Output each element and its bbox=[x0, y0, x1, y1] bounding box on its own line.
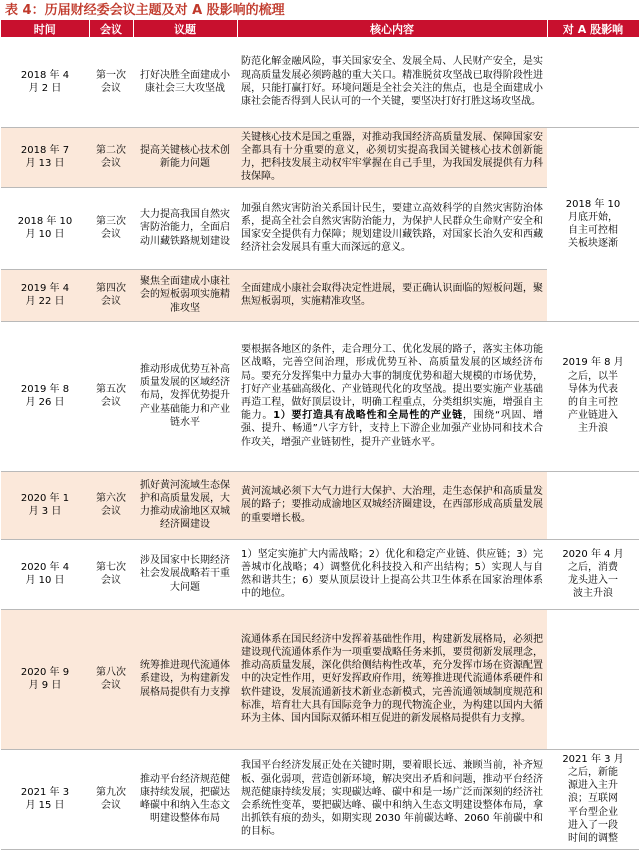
row-meeting: 第四次 会议 bbox=[89, 269, 133, 321]
row-date: 2018 年 4 月 2 日 bbox=[1, 37, 89, 127]
row-topic: 大力提高我国自然灾害防治能力，全面启动川藏铁路规划建设 bbox=[133, 187, 237, 269]
impact-empty bbox=[547, 471, 639, 539]
table-row bbox=[1, 471, 639, 539]
row-date: 2018 年 10 月 10 日 bbox=[1, 187, 89, 269]
row-content: 1）坚定实施扩大内需战略；2）优化和稳定产业链、供应链；3）完善城市化战略；4）调整优化科技投入和产出结构；5）实现人与自然和谐共生；6）要从顶层设计上提高公共卫生体系在国家治理体系中的地位。 bbox=[237, 539, 547, 609]
row-topic: 提高关键核心技术创新能力问题 bbox=[133, 127, 237, 187]
header-content: 核心内容 bbox=[237, 20, 547, 37]
table-row bbox=[1, 609, 639, 749]
row-date: 2020 年 4 月 10 日 bbox=[1, 539, 89, 609]
row-topic: 统筹推进现代流通体系建设，为构建新发展格局提供有力支撑 bbox=[133, 609, 237, 749]
table-title: 表 4：历届财经委会议主题及对 A 股影响的梳理 bbox=[5, 3, 285, 18]
row-topic: 聚焦全面建成小康社会的短板弱项实施精准攻坚 bbox=[133, 269, 237, 321]
header-date: 时间 bbox=[1, 20, 89, 37]
row-content: 我国平台经济发展正处在关键时期，要着眼长远、兼顾当前，补齐短板、强化弱项，营造创新环境，解决突出矛盾和问题，推动平台经济规范健康持续发展；实现碳达峰、碳中和是一场广泛而深刻的经济社会系统性变革，要把碳达峰、碳中和纳入生态文明建设整体布局，拿出抓铁有痕的劲头，如期实现 2030 年前碳达峰、2060 年前碳中和的目标。 bbox=[237, 749, 547, 849]
header-meeting: 会议 bbox=[89, 20, 133, 37]
impact-empty bbox=[547, 37, 639, 127]
row-topic: 推动平台经济规范健康持续发展，把碳达峰碳中和纳入生态文明建设整体布局 bbox=[133, 749, 237, 849]
header-row bbox=[1, 20, 639, 37]
row-topic: 抓好黄河流域生态保护和高质量发展，大力推动成渝地区双城经济圈建设 bbox=[133, 471, 237, 539]
impact-empty bbox=[547, 609, 639, 749]
row-topic: 打好决胜全面建成小康社会三大攻坚战 bbox=[133, 37, 237, 127]
row-meeting: 第二次 会议 bbox=[89, 127, 133, 187]
row-meeting: 第五次 会议 bbox=[89, 321, 133, 471]
row-content: 关键核心技术是国之重器，对推动我国经济高质量发展、保障国家安全都具有十分重要的意义，必须切实提高我国关键核心技术创新能力，把科技发展主动权牢牢掌握在自己手里，为我国发展提供有力科技保障。 bbox=[237, 127, 547, 187]
row-content: 黄河流域必须下大气力进行大保护、大治理，走生态保护和高质量发展的路子；要推动成渝地区双城经济圈建设，在西部形成高质量发展的重要增长极。 bbox=[237, 471, 547, 539]
content-bold-text: 1）要打造具有战略性和全局性的产业链 bbox=[273, 410, 463, 422]
row-content: 加强自然灾害防治关系国计民生，要建立高效科学的自然灾害防治体系，提高全社会自然灾害防治能力，为保护人民群众生命财产安全和国家安全提供有力保障；规划建设川藏铁路，对国家长治久安和西藏经济社会发展具有重大而深远的意义。 bbox=[237, 187, 547, 269]
impact-cell: 2019 年 8 月 之后，以半 导体为代表 的自主可控 产业链进入 主升浪 bbox=[547, 321, 639, 471]
content-text: 要根据各地区的条件，走合理分工、优化发展的路子，落实主体功能区战略，完善空间治理，形成优势互补、高质量发展的区域经济布局。要充分发挥集中力量办大事的制度优势和超大规模的市场优势，打好产业基础高级化、产业链现代化的攻坚战。提出要实施产业基础再造工程，做好顶层设计，明确工程重点，分类组织实施，增强自主能力。 bbox=[241, 344, 543, 422]
row-date: 2019 年 4 月 22 日 bbox=[1, 269, 89, 321]
table-row bbox=[1, 539, 639, 609]
content-text: ，围绕“巩固、增强、提升、畅通”八字方针，支持上下游企业加强产业协同和技术合作攻关，增强产业链韧性，提升产业链水平。 bbox=[241, 410, 544, 448]
row-content: 防范化解金融风险，事关国家安全、发展全局、人民财产安全，是实现高质量发展必须跨越的重大关口。精准脱贫攻坚战已取得阶段性进展，只能打赢打好。环境问题是全社会关注的焦点，也是全面建成小康社会能否得到人民认可的一个关键，要坚决打好打胜这场攻坚战。 bbox=[237, 37, 547, 127]
row-date: 2018 年 7 月 13 日 bbox=[1, 127, 89, 187]
impact-cell: 2018 年 10 月底开始， 自主可控相 关板块逐渐 bbox=[547, 127, 639, 321]
table-row bbox=[1, 269, 639, 321]
table-row bbox=[1, 749, 639, 849]
header-impact: 对 A 股影响 bbox=[547, 20, 639, 37]
row-meeting: 第七次 会议 bbox=[89, 539, 133, 609]
impact-cell: 2021 年 3 月 之后，新能 源进入主升 浪；互联网 平台型企业 进入了一段 时间的调整 bbox=[547, 749, 639, 849]
row-content bbox=[237, 321, 547, 471]
meetings-table bbox=[1, 20, 640, 850]
row-date: 2020 年 1 月 3 日 bbox=[1, 471, 89, 539]
row-content: 全面建成小康社会取得决定性进展，要正确认识面临的短板问题，聚焦短板弱项，实施精准攻坚。 bbox=[237, 269, 547, 321]
row-meeting: 第六次 会议 bbox=[89, 471, 133, 539]
row-meeting: 第九次 会议 bbox=[89, 749, 133, 849]
impact-cell: 2020 年 4 月 之后，消费 龙头进入一 波主升浪 bbox=[547, 539, 639, 609]
row-date: 2021 年 3 月 15 日 bbox=[1, 749, 89, 849]
table-row bbox=[1, 321, 639, 471]
header-topic: 议题 bbox=[133, 20, 237, 37]
table-row bbox=[1, 127, 639, 187]
row-date: 2020 年 9 月 9 日 bbox=[1, 609, 89, 749]
row-topic: 涉及国家中长期经济社会发展战略若干重大问题 bbox=[133, 539, 237, 609]
row-topic: 推动形成优势互补高质量发展的区域经济布局，发挥优势提升产业基础能力和产业链水平 bbox=[133, 321, 237, 471]
table-row bbox=[1, 187, 639, 269]
row-meeting: 第八次 会议 bbox=[89, 609, 133, 749]
row-meeting: 第三次 会议 bbox=[89, 187, 133, 269]
row-content: 流通体系在国民经济中发挥着基础性作用，构建新发展格局，必须把建设现代流通体系作为一项重要战略任务来抓，要贯彻新发展理念，推动高质量发展，深化供给侧结构性改革，充分发挥市场在资源配置中的决定性作用，更好发挥政府作用，统筹推进现代流通体系硬件和软件建设，发展流通新技术新业态新模式，完善流通领域制度规范和标准，培育壮大具有国际竞争力的现代物流企业，为构建以国内大循环为主体、国内国际双循环相互促进的新发展格局提供有力支撑。 bbox=[237, 609, 547, 749]
row-meeting: 第一次 会议 bbox=[89, 37, 133, 127]
row-date: 2019 年 8 月 26 日 bbox=[1, 321, 89, 471]
table-row bbox=[1, 37, 639, 127]
